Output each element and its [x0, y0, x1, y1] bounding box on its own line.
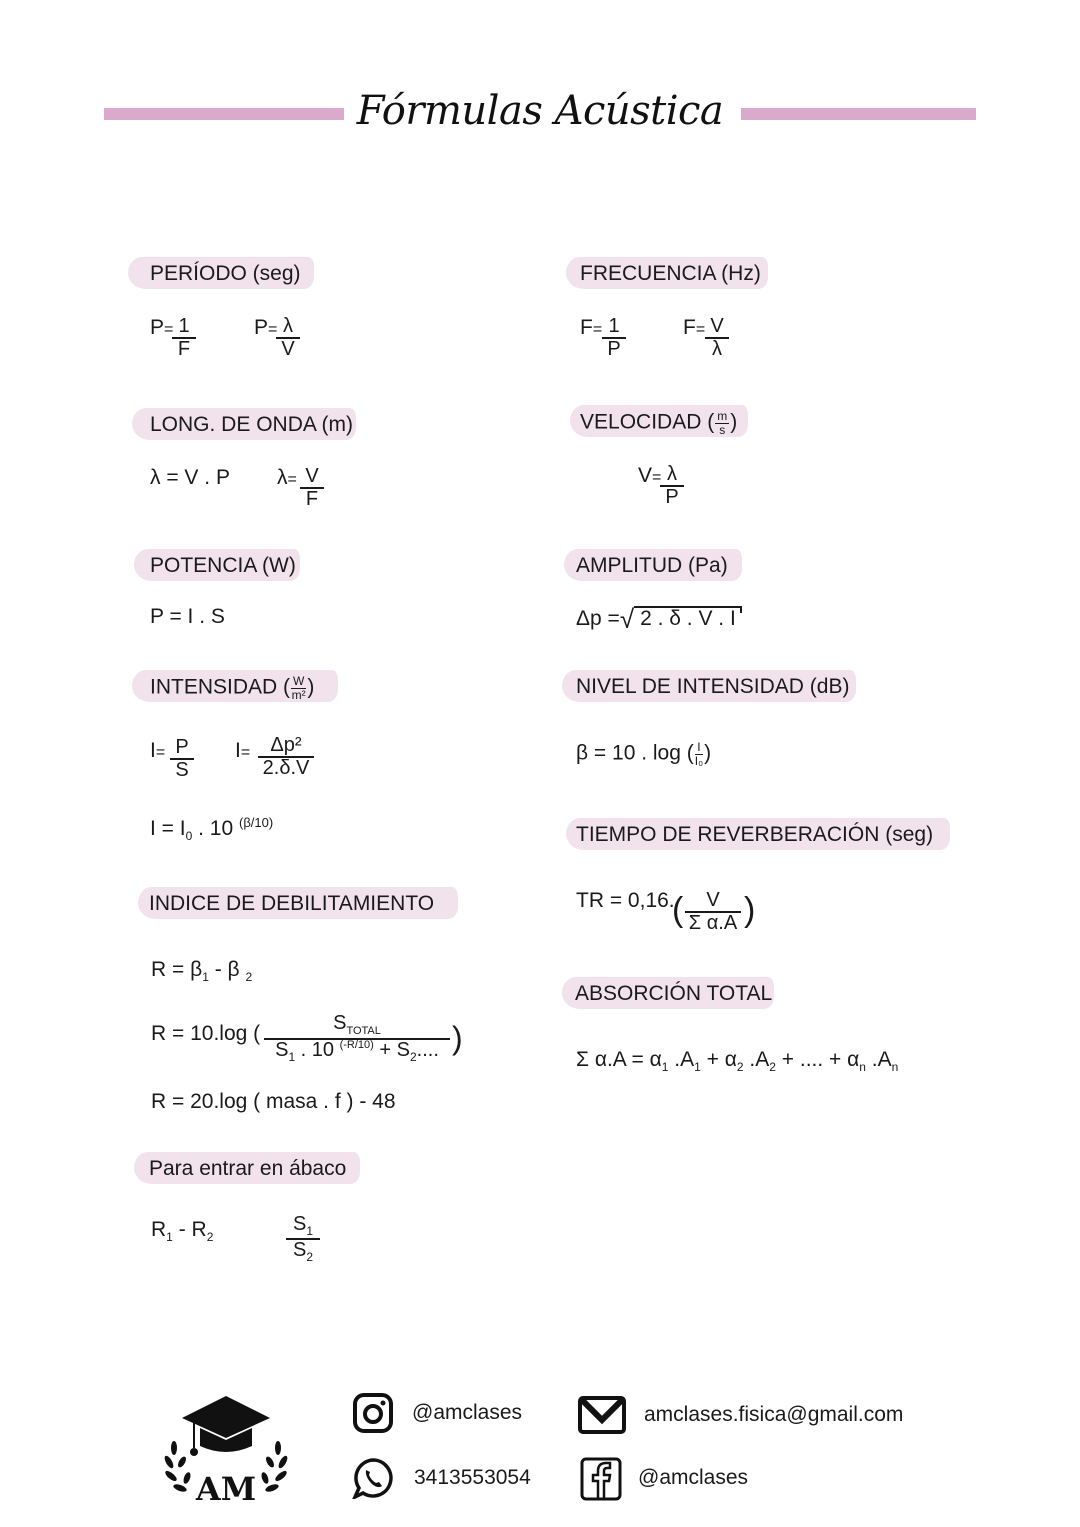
heading-longitud-onda: LONG. DE ONDA (m) [150, 413, 354, 436]
contact-email[interactable] [578, 1394, 903, 1436]
fraction: $\frac{V}{F}$ [300, 466, 324, 510]
fraction: $\frac{\lambda}{P}$ [660, 464, 684, 508]
formula-frecuencia-1: F= [580, 316, 603, 339]
formula-reverberacion: TR = 0,16. [576, 889, 675, 912]
paren-open: ( [672, 891, 684, 929]
formula-debilitamiento-3: R = 20.log ( masa . f ) - 48 [151, 1090, 396, 1113]
graduation-cap-icon [160, 1392, 292, 1504]
whatsapp-icon [352, 1457, 394, 1499]
formula-absorcion: Σ $\alpha.A = \alpha_1$ $.A_1 + \alpha_2$ $.A_2$ + .... + $\alpha_n$ $.A_n$ [576, 1048, 899, 1074]
am-logo [160, 1392, 292, 1504]
formula-intensidad-1: I= [150, 739, 166, 762]
formula-periodo-1: P= [150, 316, 174, 339]
formula-nivel-intensidad: β = 10 . log ( $\frac{I}{\text{I₀}}$ ) [576, 740, 712, 768]
page-title: Fórmulas Acústica [356, 88, 724, 134]
fraction: $\frac{V}{\lambda}$ [705, 316, 729, 360]
heading-abaco: Para entrar en ábaco [149, 1157, 347, 1180]
fraction: $\frac{1}{P}$ [602, 316, 626, 360]
formula-amplitud: Δp =√ 2 . δ . V . I [576, 606, 742, 632]
formula-debilitamiento-1: $R = \beta_1 - \beta$ $_2$ [151, 958, 253, 984]
instagram-icon [352, 1392, 394, 1434]
heading-amplitud: AMPLITUD (Pa) [576, 554, 728, 577]
heading-debilitamiento: INDICE DE DEBILITAMIENTO [149, 892, 435, 915]
instagram-handle[interactable]: @amclases [412, 1401, 523, 1424]
heading-velocidad: VELOCIDAD ( $\frac{m}{s}$ ) [580, 409, 738, 437]
mail-icon [578, 1394, 626, 1436]
heading-periodo: PERÍODO (seg) [150, 262, 301, 285]
formula-debilitamiento-2: R = 10.log ( [151, 1022, 261, 1045]
title-decor-bar-left [104, 108, 344, 120]
formula-potencia: P = I . S [150, 605, 225, 628]
heading-reverberacion: TIEMPO DE REVERBERACIÓN (seg) [576, 823, 934, 846]
facebook-icon [580, 1457, 622, 1499]
heading-nivel-intensidad: NIVEL DE INTENSIDAD (dB) [576, 675, 850, 698]
heading-frecuencia: FRECUENCIA (Hz) [580, 262, 761, 285]
formula-longitud-2: λ= [277, 466, 297, 489]
title-decor-bar-right [741, 108, 976, 120]
fraction: $\frac{V}{\text{Σ α.A}}$ [685, 890, 741, 934]
heading-potencia: POTENCIA (W) [150, 554, 296, 577]
formula-velocidad: V= [638, 464, 662, 487]
fraction: $\frac{\text{Δp²}}{2.\delta.V}$ [258, 735, 314, 779]
facebook-handle[interactable]: @amclases [638, 1466, 749, 1489]
formula-longitud-1: λ = V . P [150, 466, 230, 489]
paren-close: ) [452, 1020, 463, 1056]
fraction: $\frac{S_1}{S_2}$ [286, 1214, 320, 1263]
fraction: $\frac{1}{F}$ [172, 316, 196, 360]
fraction: $S_{TOTAL}$ $S_1$ . 10 $^{(-R/10)} + S_2$.... [264, 1013, 450, 1063]
heading-intensidad: INTENSIDAD ( $\frac{W}{\text{m²}}$ ) [150, 674, 315, 702]
formula-periodo-2: P= [254, 316, 278, 339]
contact-whatsapp[interactable] [352, 1457, 531, 1499]
svg-text:AM: AM [195, 1470, 257, 1504]
email-address[interactable]: amclases.fisica@gmail.com [644, 1403, 904, 1426]
contact-instagram[interactable] [352, 1392, 522, 1434]
whatsapp-number[interactable]: 3413553054 [414, 1466, 531, 1489]
formula-abaco-1: $R_1 - R_2$ [151, 1218, 214, 1244]
contact-facebook[interactable] [580, 1457, 748, 1499]
formula-intensidad-2: I= [235, 739, 251, 762]
fraction: $\frac{\lambda}{V}$ [276, 316, 300, 360]
paren-close: ) [744, 891, 756, 929]
fraction: $\frac{P}{S}$ [170, 737, 194, 781]
heading-absorcion: ABSORCIÓN TOTAL [575, 982, 773, 1005]
formula-frecuencia-2: F= [683, 316, 706, 339]
formula-intensidad-3: $I = I_0$ . 10 $^{(\beta/10)}$ [150, 815, 274, 843]
